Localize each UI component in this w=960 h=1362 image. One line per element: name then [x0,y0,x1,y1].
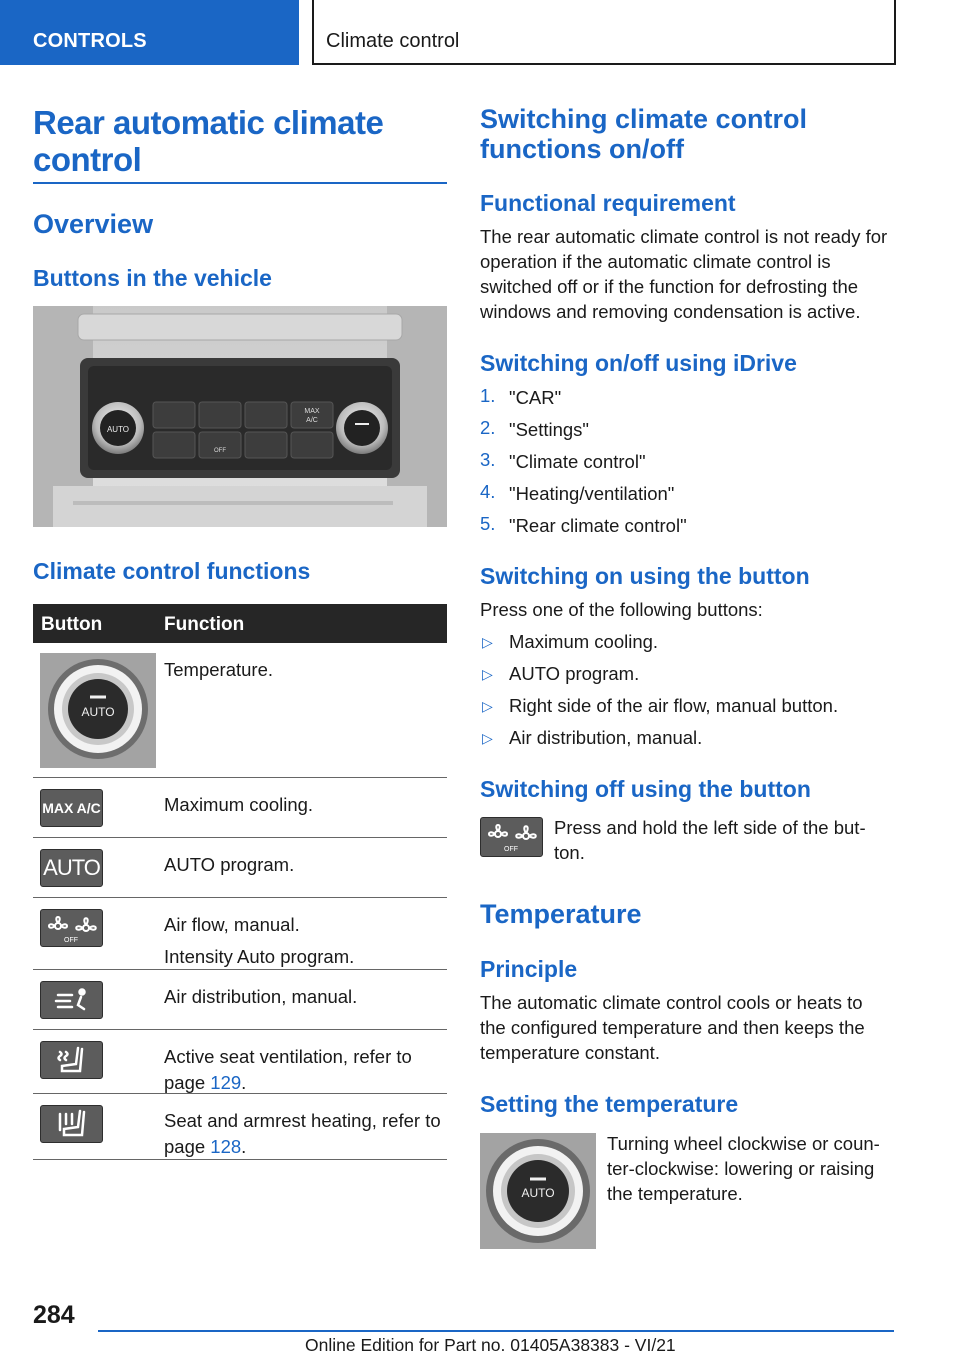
title-divider [33,182,447,184]
setting-heading: Setting the temperature [480,1091,739,1117]
step-number: 3. [480,449,496,470]
step-text: "Heating/ventilation" [509,483,675,504]
temperature-heading: Temperature [480,899,642,929]
bullet-icon: ▷ [482,698,493,714]
button-off-line: Press and hold the left side of the but- [554,817,866,838]
setting-text [607,1131,897,1206]
table-row [33,970,447,1030]
button-off-heading: Switching off using the button [480,776,811,802]
step-number: 2. [480,417,496,438]
overview-heading: Overview [33,209,154,239]
step-number: 5. [480,513,496,534]
table-row [33,1030,447,1094]
table-row [33,838,447,898]
function-text [164,1108,444,1160]
svg-text:AUTO: AUTO [106,425,130,434]
principle-text: The automatic climate control cools or heats to the configured temperature and then keeps the temperature constant. [480,992,865,1063]
auto-icon: AUTO [40,849,103,887]
fan-icon [40,909,103,947]
function-text [164,912,444,970]
header-button: Button [41,614,103,635]
page-link-128[interactable]: 128 [210,1136,242,1157]
functions-table [33,604,447,1160]
function-suffix: . [241,1136,247,1157]
setting-line: ter-clockwise: lowering or raising [607,1158,875,1179]
bullet-icon: ▷ [482,634,493,650]
functions-heading: Climate control functions [33,558,311,584]
function-text: AUTO program. [164,854,295,875]
svg-text:OFF: OFF [63,937,78,944]
function-prefix: Seat and armrest heating, refer to page [164,1110,441,1157]
function-text [164,1044,444,1096]
function-text: Air distribution, manual. [164,986,358,1007]
temperature-dial-icon [40,653,156,768]
page-number: 284 [33,1301,75,1329]
seat-heating-icon [40,1105,103,1143]
function-line: Intensity Auto program. [164,946,355,967]
step-text: "Climate control" [509,451,646,472]
chapter-tab [312,0,896,65]
function-line: Air flow, manual. [164,914,300,935]
button-on-heading: Switching on using the button [480,563,810,589]
principle-heading: Principle [480,956,578,982]
air-distribution-icon [40,981,103,1019]
function-prefix: Active seat ventilation, refer to page [164,1046,412,1093]
button-off-text [554,815,894,865]
table-row [33,898,447,970]
functional-requirement-heading: Functional requirement [480,190,736,216]
switching-heading: Switching climate control functions on/off [480,104,808,164]
page-link-129[interactable]: 129 [210,1072,242,1093]
list-item: AUTO program. [509,663,640,684]
svg-text:AUTO: AUTO [81,705,115,719]
table-row [33,643,447,778]
footer-divider [98,1330,894,1332]
svg-text:AUTO: AUTO [521,1186,555,1200]
step-text: "Rear climate control" [509,515,687,536]
chapter-title: Climate control [326,30,460,52]
max-ac-icon: MAX A/C [40,789,103,827]
header-function: Function [164,614,245,635]
list-item: Air distribution, manual. [509,727,703,748]
setting-line: Turning wheel clockwise or coun- [607,1133,880,1154]
functional-requirement-text: The rear automatic climate control is not ready for operation if the automatic climate control is switched off or if the function for defrosting the windows and removing condensation is active. [480,226,888,322]
svg-text:OFF: OFF [503,846,518,853]
section-title: CONTROLS [33,30,147,52]
temperature-dial-image [480,1133,596,1249]
svg-text:MAX: MAX [304,408,320,415]
fan-off-icon [480,817,543,857]
section-tab [0,0,299,65]
step-text: "Settings" [509,419,589,440]
table-row [33,1094,447,1160]
svg-text:A/C: A/C [306,417,318,424]
step-number: 4. [480,481,496,502]
seat-ventilation-icon [40,1041,103,1079]
step-text: "CAR" [509,387,562,408]
function-text: Temperature. [164,659,273,680]
buttons-heading: Buttons in the vehicle [33,265,272,291]
edition-text: Online Edition for Part no. 01405A38383 - VI/21 [305,1335,676,1355]
list-item: Right side of the air flow, manual button. [509,695,839,716]
function-suffix: . [241,1072,247,1093]
setting-line: the temperature. [607,1183,743,1204]
page-title: Rear automatic climate control [33,104,384,178]
table-header [33,604,447,643]
step-number: 1. [480,385,496,406]
table-row [33,778,447,838]
bullet-icon: ▷ [482,666,493,682]
climate-panel-photo [33,306,447,527]
svg-text:OFF: OFF [214,448,226,454]
idrive-heading: Switching on/off using iDrive [480,350,797,376]
button-off-line: ton. [554,842,585,863]
button-on-intro: Press one of the following buttons: [480,599,763,620]
list-item: Maximum cooling. [509,631,659,652]
bullet-icon: ▷ [482,730,493,746]
function-text: Maximum cooling. [164,794,314,815]
